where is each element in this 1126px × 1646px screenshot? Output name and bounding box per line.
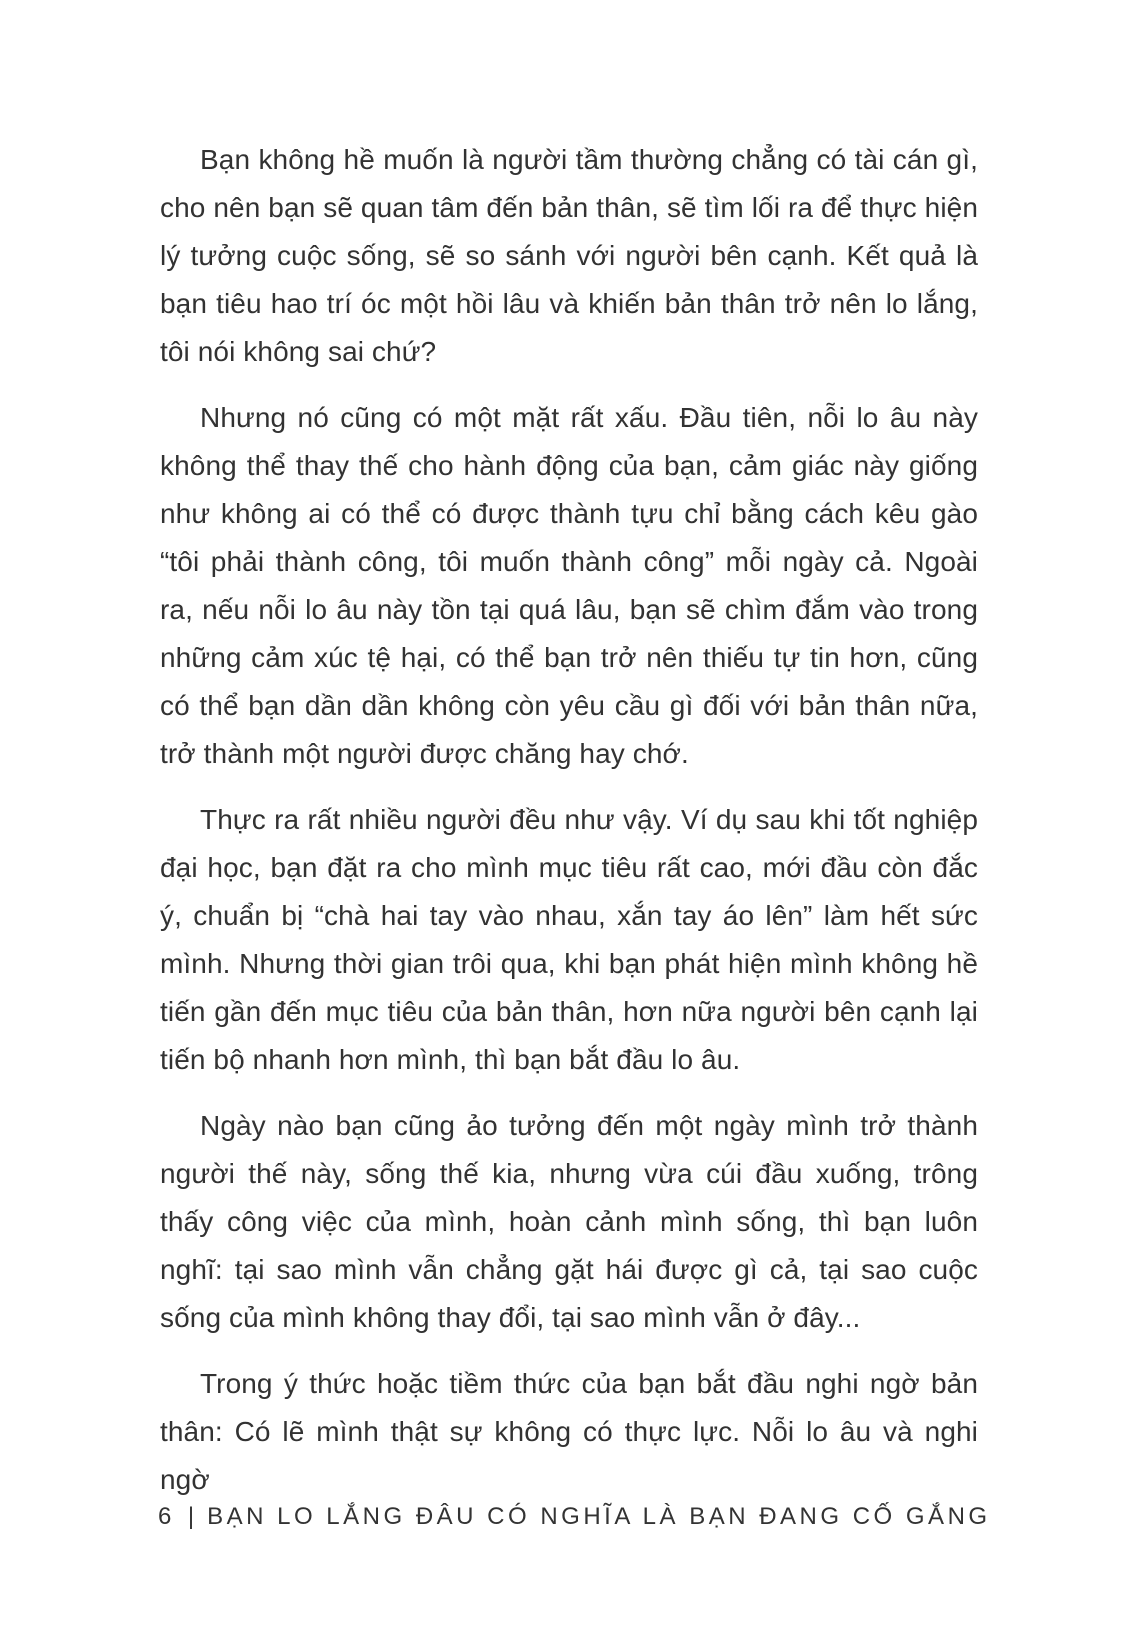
paragraph-4: Ngày nào bạn cũng ảo tưởng đến một ngày mình trở thành người thế này, sống thế kia, nhưng vừa cúi đầu xuống, trông thấy công việc của mình, hoàn cảnh mình sống, thì bạn luôn nghĩ: tại sao mình vẫn chẳng gặt hái được gì cả, tại sao cuộc sống của mình không thay đổi, tại sao mình vẫn ở đây... — [160, 1110, 978, 1333]
paragraph-1: Bạn không hề muốn là người tầm thường chẳng có tài cán gì, cho nên bạn sẽ quan tâm đến bản thân, sẽ tìm lối ra để thực hiện lý tưởng cuộc sống, sẽ so sánh với người bên cạnh. Kết quả là bạn tiêu hao trí óc một hồi lâu và khiến bản thân trở nên lo lắng, tôi nói không sai chứ? — [160, 144, 978, 367]
text-block — [160, 136, 978, 1522]
footer-page-number: 6 — [158, 1503, 175, 1530]
footer-book-title: BẠN LO LẮNG ĐÂU CÓ NGHĨA LÀ BẠN ĐANG CỐ GẮNG — [207, 1503, 991, 1530]
page-footer — [158, 1500, 991, 1534]
paragraph-3: Thực ra rất nhiều người đều như vậy. Ví dụ sau khi tốt nghiệp đại học, bạn đặt ra cho mình mục tiêu rất cao, mới đầu còn đắc ý, chuẩn bị “chà hai tay vào nhau, xắn tay áo lên” làm hết sức mình. Nhưng thời gian trôi qua, khi bạn phát hiện mình không hề tiến gần đến mục tiêu của bản thân, hơn nữa người bên cạnh lại tiến bộ nhanh hơn mình, thì bạn bắt đầu lo âu. — [160, 804, 978, 1075]
paragraph-5: Trong ý thức hoặc tiềm thức của bạn bắt đầu nghi ngờ bản thân: Có lẽ mình thật sự không có thực lực. Nỗi lo âu và nghi ngờ — [160, 1368, 978, 1495]
paragraph-2: Nhưng nó cũng có một mặt rất xấu. Đầu tiên, nỗi lo âu này không thể thay thế cho hành động của bạn, cảm giác này giống như không ai có thể có được thành tựu chỉ bằng cách kêu gào “tôi phải thành công, tôi muốn thành công” mỗi ngày cả. Ngoài ra, nếu nỗi lo âu này tồn tại quá lâu, bạn sẽ chìm đắm vào trong những cảm xúc tệ hại, có thể bạn trở nên thiếu tự tin hơn, cũng có thể bạn dần dần không còn yêu cầu gì đối với bản thân nữa, trở thành một người được chăng hay chớ. — [160, 402, 978, 769]
footer-separator: | — [187, 1503, 195, 1530]
